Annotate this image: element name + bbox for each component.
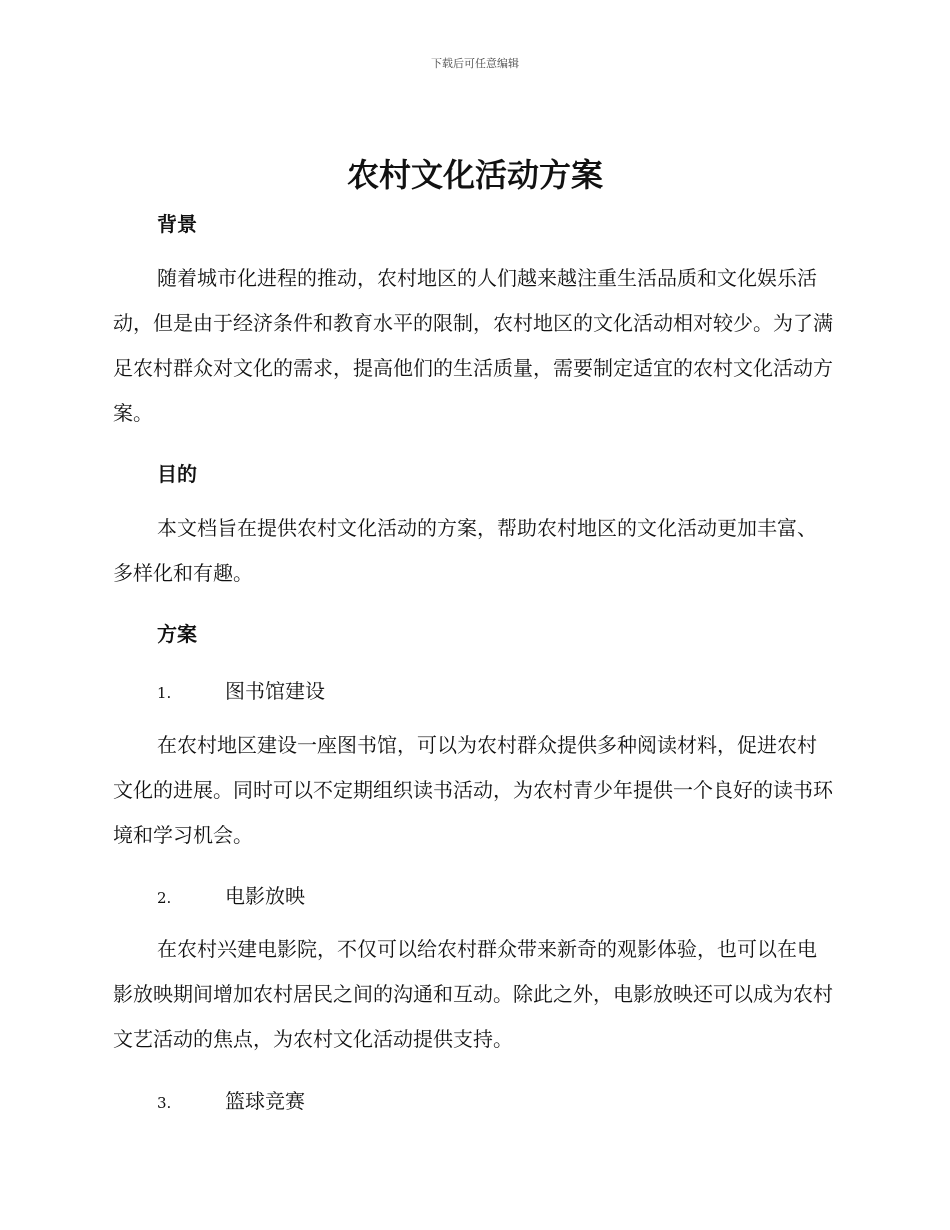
list-item-title: 篮球竞赛: [225, 1089, 305, 1113]
plan-item-basketball: [157, 1085, 305, 1114]
list-number: 2.: [157, 889, 172, 907]
paragraph-library: 在农村地区建设一座图书馆，可以为农村群众提供多种阅读材料，促进农村文化的进展。同时可以不定期组织读书活动，为农村青少年提供一个良好的读书环境和学习机会。: [113, 733, 833, 847]
plan-item-library: [157, 675, 325, 704]
section-heading-plan: 方案: [157, 622, 197, 646]
list-number: 3.: [157, 1094, 172, 1112]
paragraph-purpose: 本文档旨在提供农村文化活动的方案，帮助农村地区的文化活动更加丰富、多样化和有趣。: [113, 516, 817, 585]
paragraph-movie: 在农村兴建电影院，不仅可以给农村群众带来新奇的观影体验，也可以在电影放映期间增加农村居民之间的沟通和互动。除此之外，电影放映还可以成为农村文艺活动的焦点，为农村文化活动提供支持。: [113, 937, 833, 1051]
section-heading-purpose: 目的: [157, 462, 197, 486]
list-item-title: 电影放映: [225, 884, 305, 908]
paragraph-background: 随着城市化进程的推动，农村地区的人们越来越注重生活品质和文化娱乐活动，但是由于经济条件和教育水平的限制，农村地区的文化活动相对较少。为了满足农村群众对文化的需求，提高他们的生活质量，需要制定适宜的农村文化活动方案。: [113, 266, 833, 425]
plan-item-movie: [157, 880, 305, 909]
list-number: 1.: [157, 684, 172, 702]
header-note: 下载后可任意编辑: [431, 57, 519, 70]
list-item-title: 图书馆建设: [225, 679, 325, 703]
section-heading-background: 背景: [157, 212, 197, 236]
document-title: 农村文化活动方案: [346, 156, 603, 194]
